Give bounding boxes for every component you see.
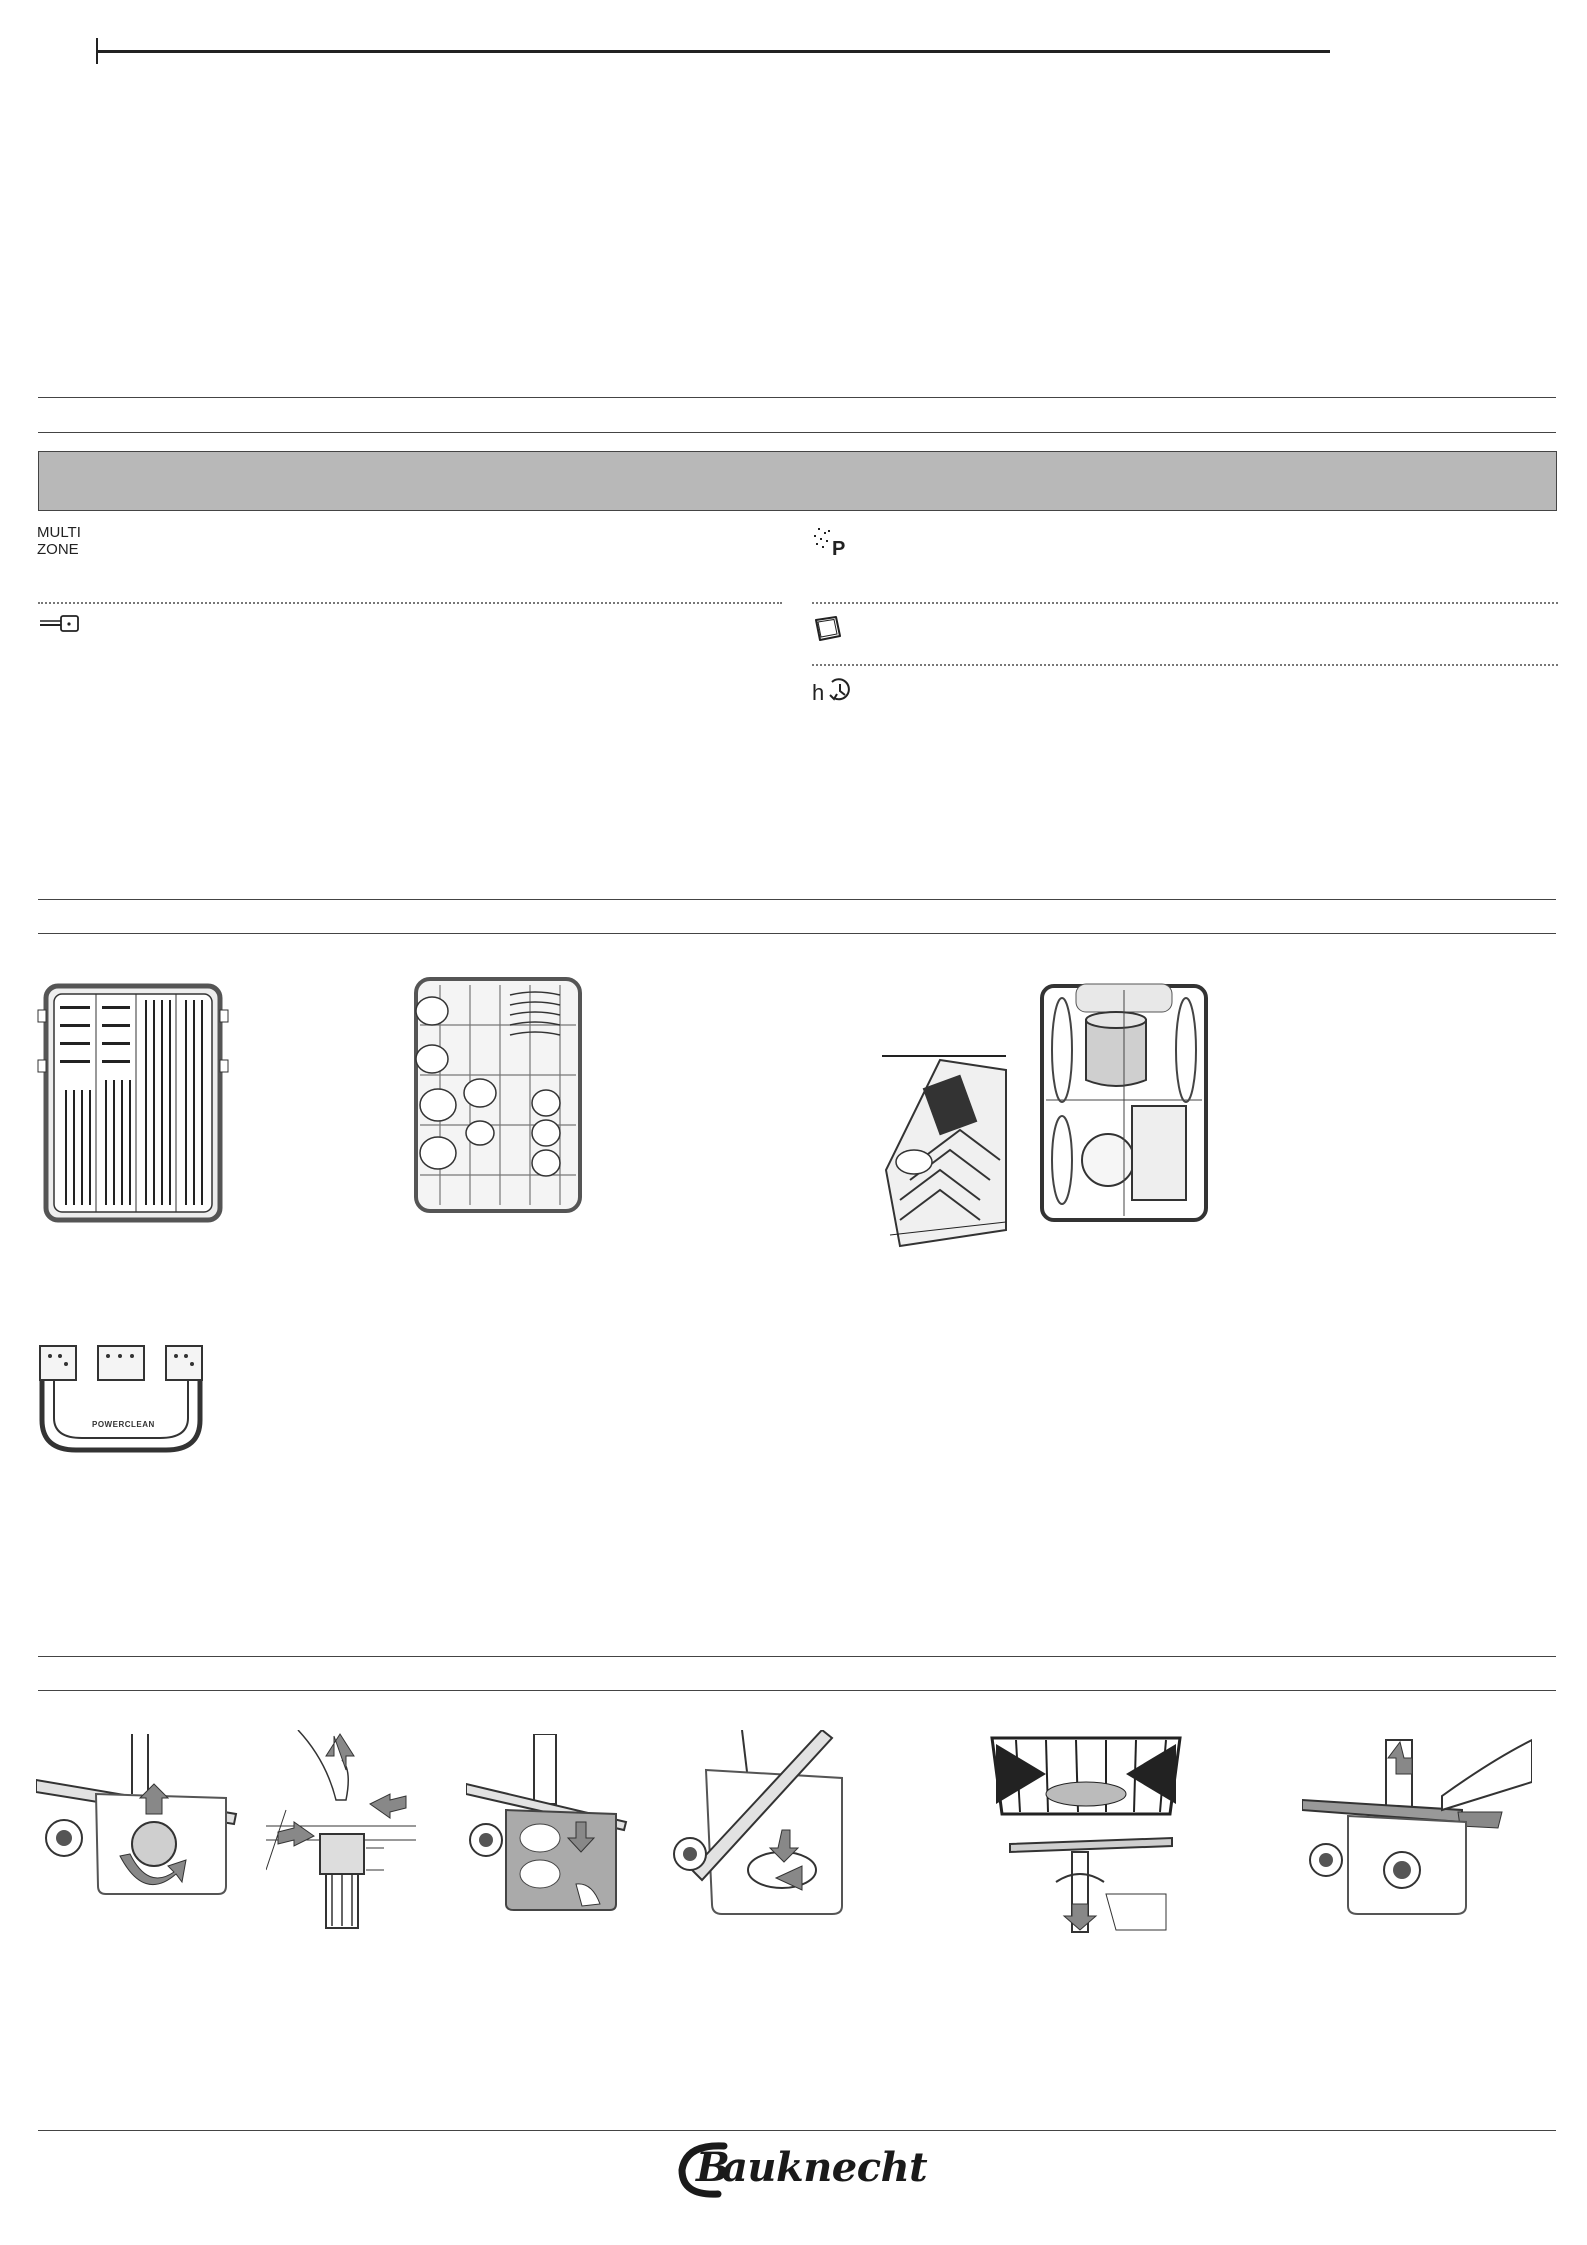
maintenance-step-5-illustration <box>986 1734 1186 1934</box>
section-rule <box>38 432 1556 433</box>
maintenance-step-3-illustration <box>466 1734 630 1924</box>
multizone-icon <box>37 524 87 558</box>
dotted-separator <box>812 602 1558 604</box>
brand-logo <box>676 2138 936 2200</box>
powerclean-label: POWERCLEAN <box>92 1420 155 1429</box>
brand-initial: B <box>696 2144 730 2191</box>
rinse-aid-letter: P <box>832 538 846 560</box>
maintenance-step-6-illustration <box>1302 1730 1532 1926</box>
section-rule <box>38 397 1556 398</box>
footer-rule <box>38 2130 1556 2131</box>
section-rule <box>38 1690 1556 1691</box>
multizone-label-line2: ZONE <box>37 541 79 558</box>
lower-rack-illustration <box>1036 980 1212 1225</box>
rinse-aid-icon <box>812 526 852 566</box>
delay-glyph: h <box>812 680 825 705</box>
section-heading-bar <box>38 451 1557 511</box>
dotted-separator <box>812 664 1558 666</box>
section-rule <box>38 899 1556 900</box>
brand-name-rest: auknecht <box>722 2144 928 2191</box>
tablet-icon <box>812 614 844 644</box>
section-rule <box>38 933 1556 934</box>
header-rule <box>96 50 1330 53</box>
dotted-separator <box>38 602 782 604</box>
powerclean-holder-illustration <box>36 1340 206 1456</box>
cutlery-basket-illustration <box>36 980 232 1225</box>
section-rule <box>38 1656 1556 1657</box>
maintenance-step-1-illustration <box>36 1734 242 1924</box>
rack-side-view-illustration <box>880 1050 1008 1250</box>
upper-rack-illustration <box>410 975 586 1215</box>
maintenance-step-4-illustration <box>672 1730 852 1926</box>
multizone-label-line1: MULTI <box>37 524 81 541</box>
maintenance-step-2-illustration <box>266 1730 416 1930</box>
key-lock-icon <box>37 614 81 636</box>
